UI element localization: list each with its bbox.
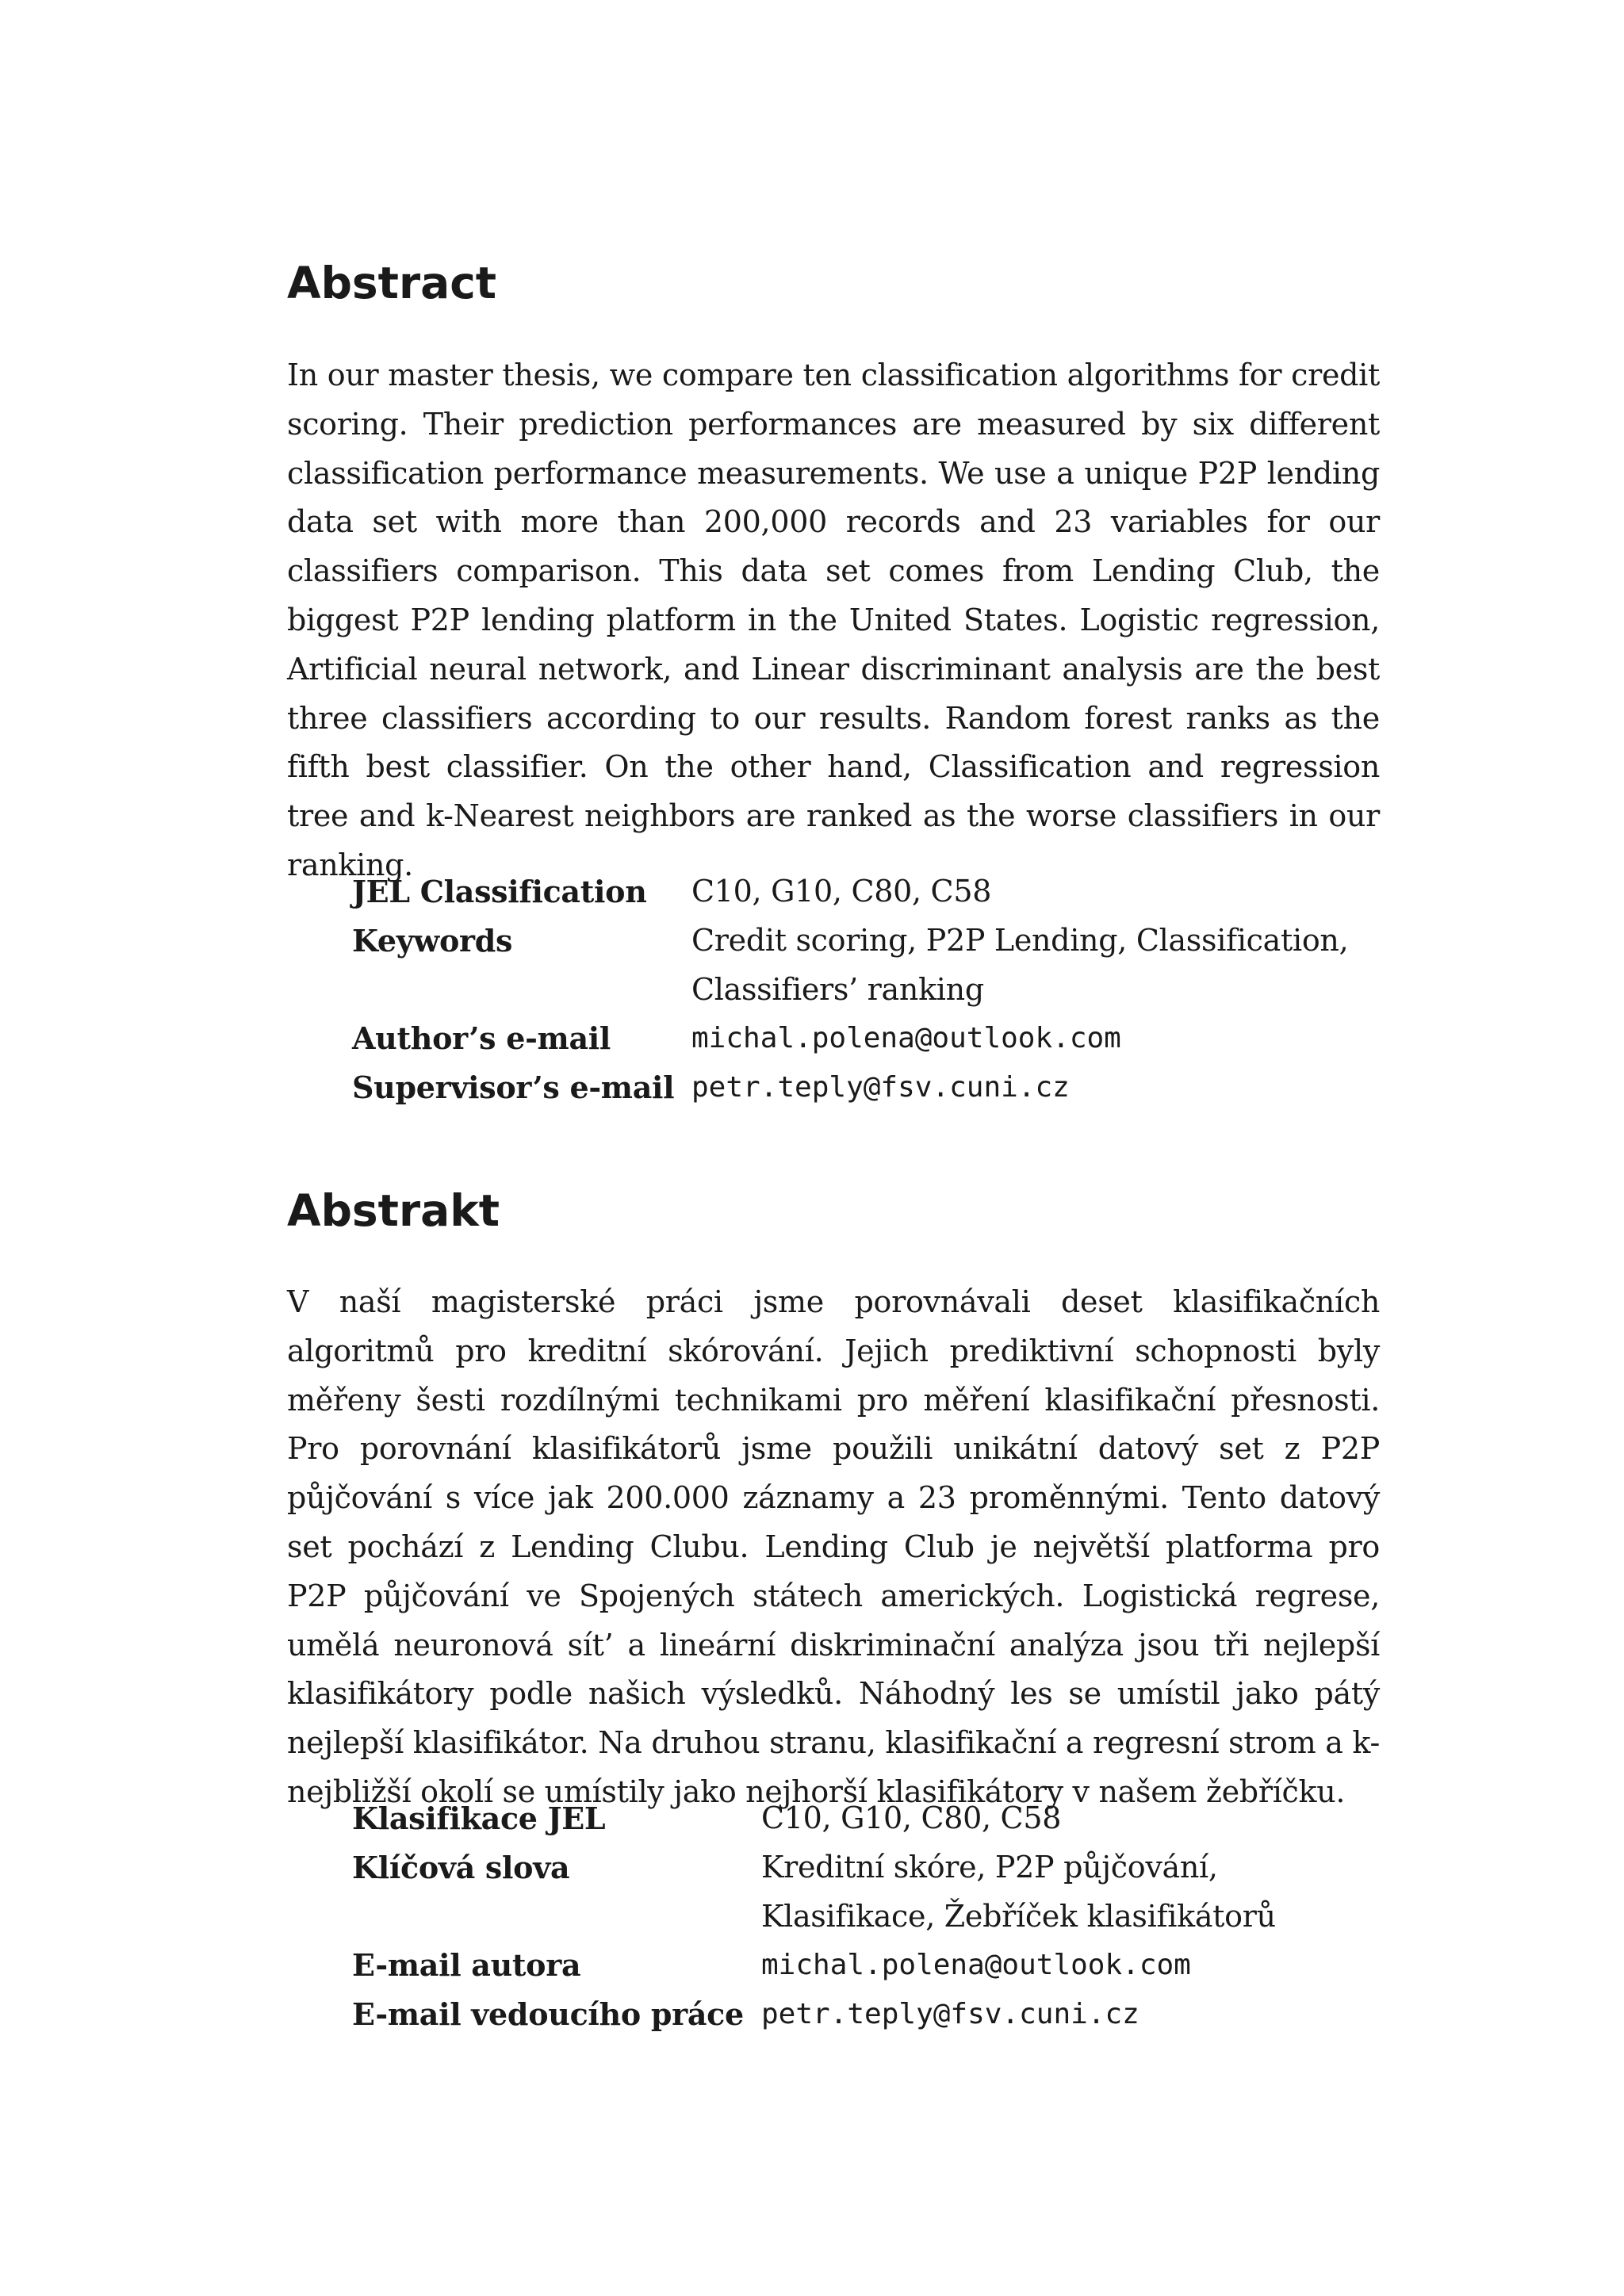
meta-label: E-mail autora <box>352 1947 581 1984</box>
author-email: michal.polena@outlook.com <box>761 1949 1191 1982</box>
meta-row-jel <box>352 1794 1380 1843</box>
meta-row-supervisor-email <box>352 1063 1380 1112</box>
meta-label: Klasifikace JEL <box>352 1800 606 1836</box>
abstract-heading: Abstract <box>287 258 497 308</box>
meta-label: JEL Classification <box>352 874 647 909</box>
abstrakt-heading: Abstrakt <box>287 1185 500 1236</box>
meta-row-author-email <box>352 1941 1380 1990</box>
author-email: michal.polena@outlook.com <box>691 1022 1121 1055</box>
supervisor-email: petr.teply@fsv.cuni.cz <box>761 1998 1139 2031</box>
meta-row-author-email <box>352 1014 1380 1063</box>
meta-label: Supervisor’s e-mail <box>352 1070 675 1106</box>
abstrakt-paragraph: V naší magisterské práci jsme porovnávali deset klasifikačních algoritmů pro kreditní skórování. Jejich prediktivní schopnosti byly měřeny šesti rozdílnými technikami pro měření klasifikační přesnosti. Pro porovnání klasifikátorů jsme použili unikátní datový set z P2P půjčování s více jak 200.000 záznamy a 23 proměnnými. Tento datový set pochází z Lending Clubu. Lending Club je největší platforma pro P2P půjčování ve Spojených státech amerických. Logistická regrese, umělá neuronová sít’ a lineární diskriminační analýza jsou tři nejlepší klasifikátory podle našich výsledků. Náhodný les se umístil jako pátý nejlepší klasifikátor. Na druhou stranu, klasifikační a regresní strom a k-nejbližší okolí se umístily jako nejhorší klasifikátory v našem žebříčku. <box>287 1284 1380 1809</box>
meta-row-keywords <box>352 916 1380 1015</box>
abstract-meta-table <box>352 867 1380 1112</box>
meta-row-keywords <box>352 1843 1380 1942</box>
meta-row-jel <box>352 867 1380 916</box>
supervisor-email: petr.teply@fsv.cuni.cz <box>691 1071 1070 1104</box>
meta-value: Credit scoring, P2P Lending, Classification, Classifiers’ ranking <box>691 922 1349 1007</box>
abstract-paragraph: In our master thesis, we compare ten classification algorithms for credit scoring. Their prediction performances are measured by six different classification performance measurements. We use a unique P2P lending data set with more than 200,000 records and 23 variables for our classifiers comparison. This data set comes from Lending Club, the biggest P2P lending platform in the United States. Logistic regression, Artificial neural network, and Linear discriminant analysis are the best three classifiers according to our results. Random forest ranks as the fifth best classifier. On the other hand, Classification and regression tree and k-Nearest neighbors are ranked as the worse classifiers in our ranking. <box>287 358 1380 882</box>
meta-value: C10, G10, C80, C58 <box>761 1800 1062 1835</box>
meta-row-supervisor-email <box>352 1990 1380 2039</box>
meta-label: E-mail vedoucího práce <box>352 1996 744 2033</box>
meta-label: Author’s e-mail <box>352 1020 611 1057</box>
abstrakt-meta-table <box>352 1794 1380 2039</box>
meta-value: C10, G10, C80, C58 <box>691 874 992 909</box>
meta-value: Kreditní skóre, P2P půjčování, Klasifikace, Žebříček klasifikátorů <box>761 1849 1276 1934</box>
meta-label: Klíčová slova <box>352 1849 570 1885</box>
meta-label: Keywords <box>352 922 513 959</box>
